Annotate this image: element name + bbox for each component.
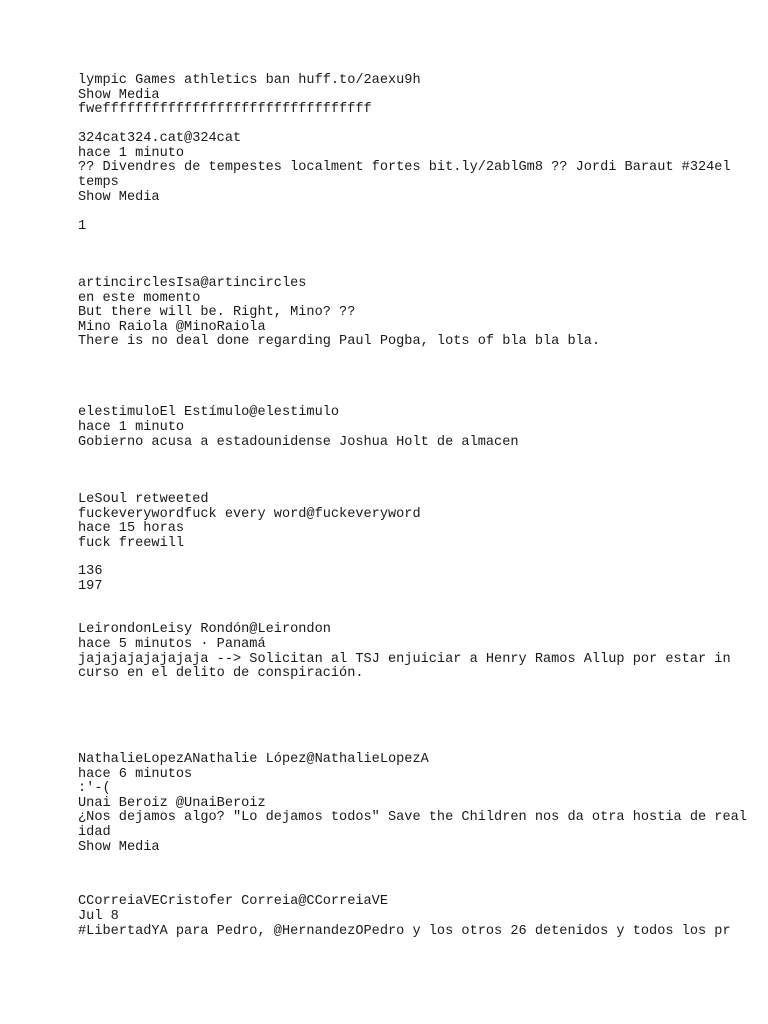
tweet-text: curso en el delito de conspiración. — [78, 666, 364, 681]
tweet-text: temps — [78, 175, 119, 190]
tweet-text: jajajajajajajaja --> Solicitan al TSJ enjuiciar a Henry Ramos Allup por estar in — [78, 652, 731, 667]
tweet-text: ?? Divendres de tempestes localment fortes bit.ly/2ablGm8 ?? Jordi Baraut #324el — [78, 160, 731, 175]
tweet-author[interactable]: elestimuloEl Estímulo@elestimulo — [78, 405, 340, 420]
quoted-text: ¿Nos dejamos algo? "Lo dejamos todos" Save the Children nos da otra hostia de real — [78, 810, 747, 825]
tweet-timestamp: en este momento — [78, 291, 201, 306]
tweet-author[interactable]: CCorreiaVECristofer Correia@CCorreiaVE — [78, 894, 388, 909]
tweet-text: :'-( — [78, 781, 111, 796]
count-value: 136 — [78, 564, 103, 579]
text-line: fwefffffffffffffffffffffffffffffffff — [78, 102, 372, 117]
tweet-text: lympic Games athletics ban huff.to/2aexu9h — [78, 73, 421, 88]
quoted-author[interactable]: Unai Beroiz @UnaiBeroiz — [78, 796, 266, 811]
quoted-text: There is no deal done regarding Paul Pogba, lots of bla bla bla. — [78, 334, 601, 349]
count-value: 1 — [78, 219, 87, 234]
quoted-author[interactable]: Mino Raiola @MinoRaiola — [78, 320, 266, 335]
tweet-timestamp: hace 5 minutos · Panamá — [78, 637, 266, 652]
tweet-author[interactable]: NathalieLopezANathalie López@NathalieLopezA — [78, 752, 429, 767]
tweet-author[interactable]: LeirondonLeisy Rondón@Leirondon — [78, 622, 331, 637]
show-media-link[interactable]: Show Media — [78, 88, 160, 103]
show-media-link[interactable]: Show Media — [78, 840, 160, 855]
quoted-text: idad — [78, 825, 111, 840]
tweet-author[interactable]: artincirclesIsa@artincircles — [78, 276, 307, 291]
count-value: 197 — [78, 579, 103, 594]
tweet-text: #LibertadYA para Pedro, @HernandezOPedro y los otros 26 detenidos y todos los pr — [78, 924, 731, 939]
retweet-notice: LeSoul retweeted — [78, 492, 209, 507]
tweet-timestamp: Jul 8 — [78, 909, 119, 924]
tweet-timestamp: hace 6 minutos — [78, 767, 193, 782]
tweet-author[interactable]: fuckeverywordfuck every word@fuckeveryword — [78, 507, 421, 522]
tweet-text: But there will be. Right, Mino? ?? — [78, 305, 356, 320]
tweet-timestamp: hace 1 minuto — [78, 146, 185, 161]
tweet-timestamp: hace 15 horas — [78, 521, 185, 536]
tweet-text: Gobierno acusa a estadounidense Joshua Holt de almacen — [78, 435, 519, 450]
show-media-link[interactable]: Show Media — [78, 190, 160, 205]
tweet-timestamp: hace 1 minuto — [78, 420, 185, 435]
tweet-author[interactable]: 324cat324.cat@324cat — [78, 131, 242, 146]
tweet-text: fuck freewill — [78, 536, 185, 551]
